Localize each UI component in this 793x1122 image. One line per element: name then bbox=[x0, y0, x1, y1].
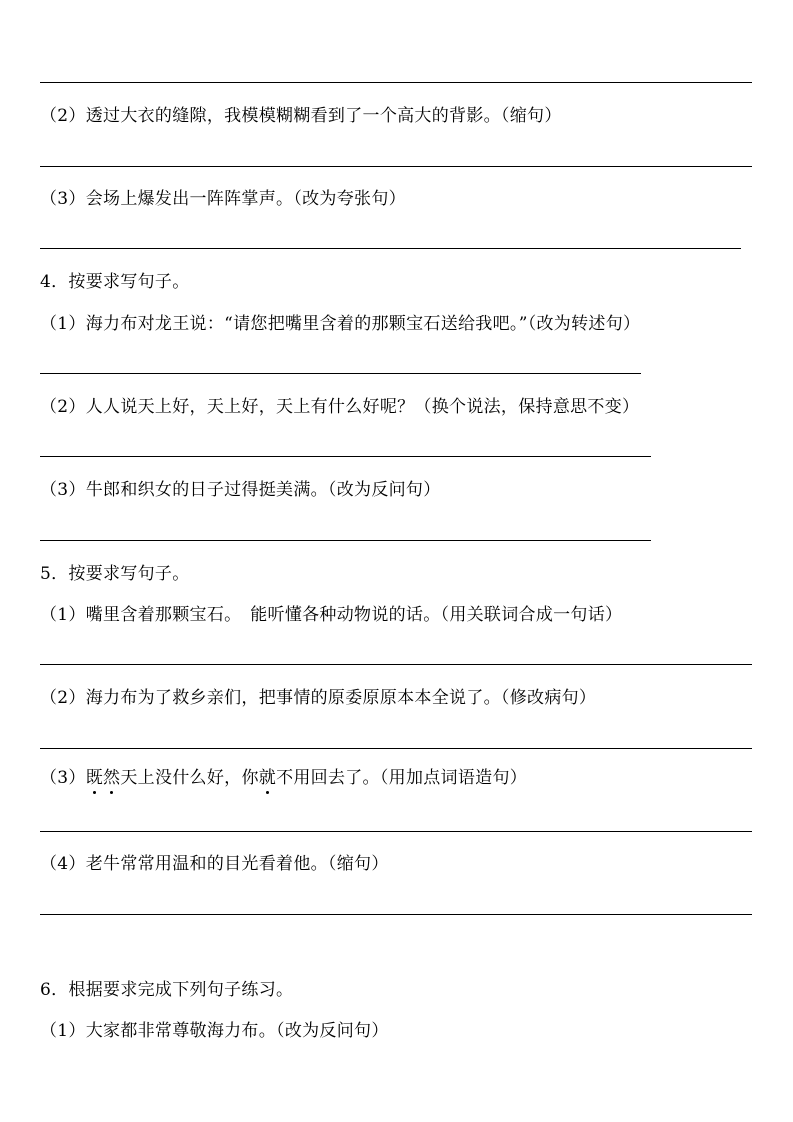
answer-line[interactable] bbox=[40, 82, 752, 83]
section-4-title: 4．按要求写句子。 bbox=[40, 272, 190, 292]
answer-line[interactable] bbox=[40, 248, 741, 249]
answer-line[interactable] bbox=[40, 540, 651, 541]
section-6-title: 6．根据要求完成下列句子练习。 bbox=[40, 980, 294, 1000]
question-4-3: （3）牛郎和织女的日子过得挺美满。（改为反问句） bbox=[40, 480, 441, 500]
emphasis-word: 既 bbox=[85, 768, 104, 788]
answer-line[interactable] bbox=[40, 914, 752, 915]
question-4-2: （2）人人说天上好，天上好，天上有什么好呢？（换个说法，保持意思不变） bbox=[40, 397, 640, 417]
question-5-2: （2）海力布为了救乡亲们，把事情的原委原原本本全说了。（修改病句） bbox=[40, 688, 597, 708]
question-5-3 bbox=[40, 767, 527, 789]
emphasis-word: 就 bbox=[258, 768, 277, 788]
question-4-1: （1）海力布对龙王说：“请您把嘴里含着的那颗宝石送给我吧。”（改为转述句） bbox=[40, 314, 641, 334]
question-5-1: （1）嘴里含着那颗宝石。 能听懂各种动物说的话。（用关联词合成一句话） bbox=[40, 605, 623, 625]
question-5-4: （4）老牛常常用温和的目光看着他。（缩句） bbox=[40, 854, 389, 874]
answer-line[interactable] bbox=[40, 373, 641, 374]
answer-line[interactable] bbox=[40, 831, 752, 832]
answer-line[interactable] bbox=[40, 664, 752, 665]
answer-line[interactable] bbox=[40, 456, 651, 457]
answer-line[interactable] bbox=[40, 748, 752, 749]
question-3-2: （2）透过大衣的缝隙，我模模糊糊看到了一个高大的背影。（缩句） bbox=[40, 106, 562, 126]
question-5-3-prefix: （3） bbox=[40, 768, 86, 788]
question-3-3: （3）会场上爆发出一阵阵掌声。（改为夸张句） bbox=[40, 189, 406, 209]
question-6-1: （1）大家都非常尊敬海力布。（改为反问句） bbox=[40, 1021, 389, 1041]
section-5-title: 5．按要求写句子。 bbox=[40, 564, 190, 584]
emphasis-word: 然 bbox=[103, 768, 121, 788]
answer-line[interactable] bbox=[40, 166, 752, 167]
question-5-3-middle: 天上没什么好，你 bbox=[120, 768, 259, 788]
question-5-3-suffix: 不用回去了。（用加点词语造句） bbox=[276, 768, 528, 788]
